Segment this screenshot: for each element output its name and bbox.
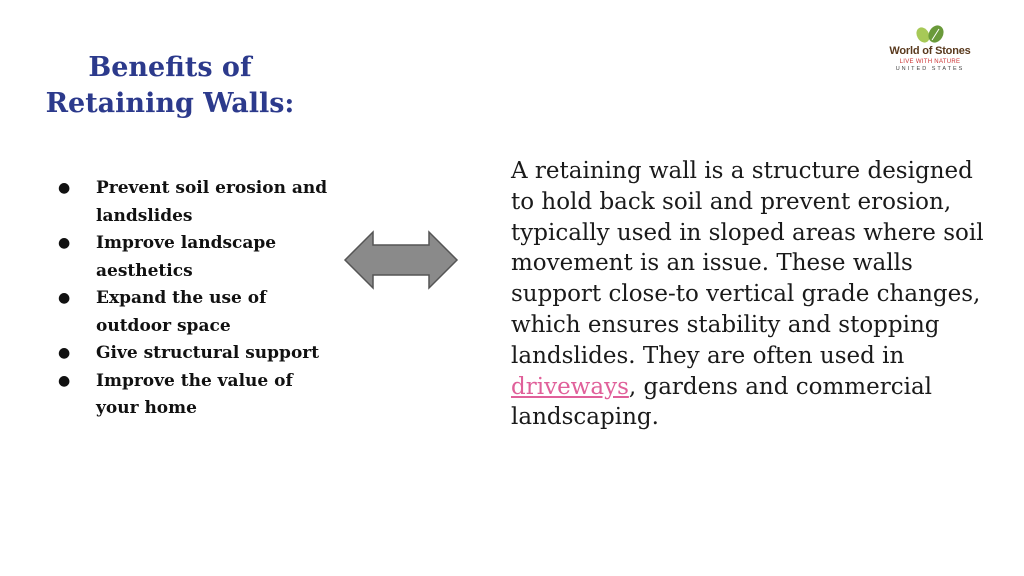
benefit-text: Improve the value of your home xyxy=(96,370,293,418)
benefits-list xyxy=(58,175,338,423)
logo-name: World of Stones xyxy=(889,45,971,57)
page-title xyxy=(40,50,300,122)
benefit-text: Give structural support xyxy=(96,343,320,363)
page-title-line-2: Retaining Walls: xyxy=(45,88,295,119)
bullet-icon: ● xyxy=(58,180,71,196)
bullet-icon: ● xyxy=(58,345,71,361)
leaf-icon xyxy=(912,24,948,44)
logo-country: UNITED STATES xyxy=(895,66,965,72)
double-arrow-shape xyxy=(345,232,457,288)
benefit-text: Prevent soil erosion and landslides xyxy=(96,178,328,226)
benefit-item xyxy=(58,340,338,368)
description-text-start: A retaining wall is a structure designed to hold back soil and prevent erosion, typically used in sloped areas where soil movement is an issue. These walls support close-to vertical grade changes, which ensures stability and stopping landslides. They are often used in xyxy=(511,158,984,369)
benefit-item xyxy=(58,230,338,285)
description-text-end: , gardens and commercial landscaping. xyxy=(511,373,933,431)
bullet-icon: ● xyxy=(58,290,71,306)
bullet-icon: ● xyxy=(58,372,71,389)
driveways-link[interactable]: driveways xyxy=(511,373,629,400)
benefit-item xyxy=(58,368,338,423)
benefit-text: Improve landscape aesthetics xyxy=(96,233,277,281)
logo-tagline: LIVE WITH NATURE xyxy=(899,59,961,65)
page-title-line-1: Benefits of xyxy=(88,52,252,83)
benefit-item xyxy=(58,285,338,340)
world-of-stones-logo xyxy=(880,24,980,82)
description-paragraph xyxy=(511,156,1001,433)
bullet-icon: ● xyxy=(58,235,71,251)
double-arrow-icon xyxy=(343,230,459,290)
benefit-item xyxy=(58,175,338,230)
benefit-text: Expand the use of outdoor space xyxy=(96,288,267,336)
